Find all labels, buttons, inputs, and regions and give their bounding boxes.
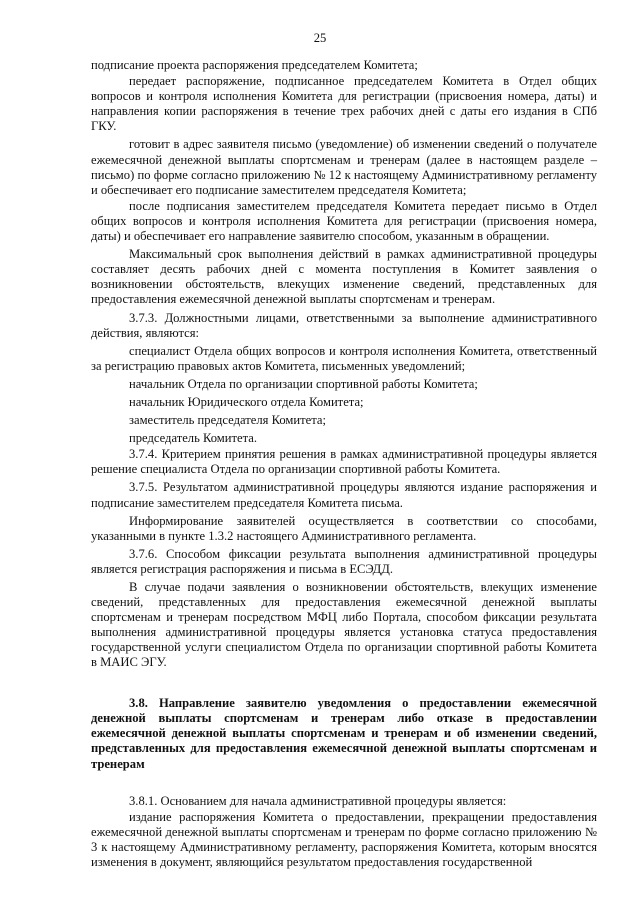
document-body [91,58,597,871]
paragraph: начальник Отдела по организации спортивной работы Комитета; [129,376,478,391]
paragraph: 3.7.5. Результатом административной процедуры являются издание распоряжения и подписание заместителем председателя Комитета письма. [91,480,597,510]
paragraph: В случае подачи заявления о возникновении обстоятельств, влекущих изменение сведений, представленных для предоставления ежемесячной денежной выплаты спортсменам и тренерам посредством МФЦ либо Портала, способом фиксации результата выполнения административной процедуры является установка статуса предоставления государственной услуги специалистом Отдела по организации спортивной работы Комитета в МАИС ЭГУ. [91,580,597,670]
paragraph: после подписания заместителем председателя Комитета передает письмо в Отдел общих вопросов и контроля исполнения Комитета для регистрации (присвоения номера, даты) и обеспечивает его направление заявителю способом, указанным в обращении. [91,198,597,244]
paragraph: 3.8.1. Основанием для начала административной процедуры является: [129,794,507,809]
paragraph: готовит в адрес заявителя письмо (уведомление) об изменении сведений о получателе ежемесячной денежной выплаты спортсменам и тренерам (далее в настоящем разделе – письмо) по форме согласно приложению № 12 к настоящему Административному регламенту и обеспечивает его подписание заместителем председателя Комитета; [91,137,597,197]
paragraph: председатель Комитета. [129,431,258,446]
paragraph: начальник Юридического отдела Комитета; [129,394,364,409]
paragraph: подписание проекта распоряжения председателем Комитета; [91,58,418,72]
section-heading: 3.8. Направление заявителю уведомления о предоставлении ежемесячной денежной выплаты спортсменам и тренерам либо отказе в предоставлении ежемесячной денежной выплаты спортсменам и тренерам и об изменении сведений, представленных для предоставления ежемесячной денежной выплаты спортсменам и тренерам [91,695,597,771]
paragraph: издание распоряжения Комитета о предоставлении, прекращении предоставления ежемесячной денежной выплаты спортсменам и тренерам по форме согласно приложению № 3 к настоящему Административному регламенту, распоряжения Комитета, которым вносятся изменения в документ, являющийся результатом предоставления государственной [91,810,597,870]
paragraph: передает распоряжение, подписанное председателем Комитета в Отдел общих вопросов и контроля исполнения Комитета для регистрации (присвоения номера, даты) и направления копии распоряжения в течение трех рабочих дней с даты его издания в СПб ГКУ. [91,74,597,134]
paragraph: специалист Отдела общих вопросов и контроля исполнения Комитета, ответственный за регистрацию правовых актов Комитета, письменных уведомлений; [91,343,597,373]
page-number: 25 [313,31,327,45]
paragraph: 3.7.3. Должностными лицами, ответственными за выполнение административного действия, являются: [91,310,597,340]
paragraph: Максимальный срок выполнения действий в рамках административной процедуры составляет десять рабочих дней с момента поступления в Комитет заявления о возникновении обстоятельств, влекущих изменение сведений, представленных для предоставления ежемесячной денежной выплаты спортсменам и тренерам. [91,247,597,307]
paragraph: Информирование заявителей осуществляется в соответствии со способами, указанными в пункте 1.3.2 настоящего Административного регламента. [91,513,597,543]
paragraph: 3.7.4. Критерием принятия решения в рамках административной процедуры является решение специалиста Отдела по организации спортивной работы Комитета. [91,447,597,477]
paragraph: заместитель председателя Комитета; [129,413,326,428]
paragraph: 3.7.6. Способом фиксации результата выполнения административной процедуры является регистрация распоряжения и письма в ЕСЭДД. [91,546,597,576]
